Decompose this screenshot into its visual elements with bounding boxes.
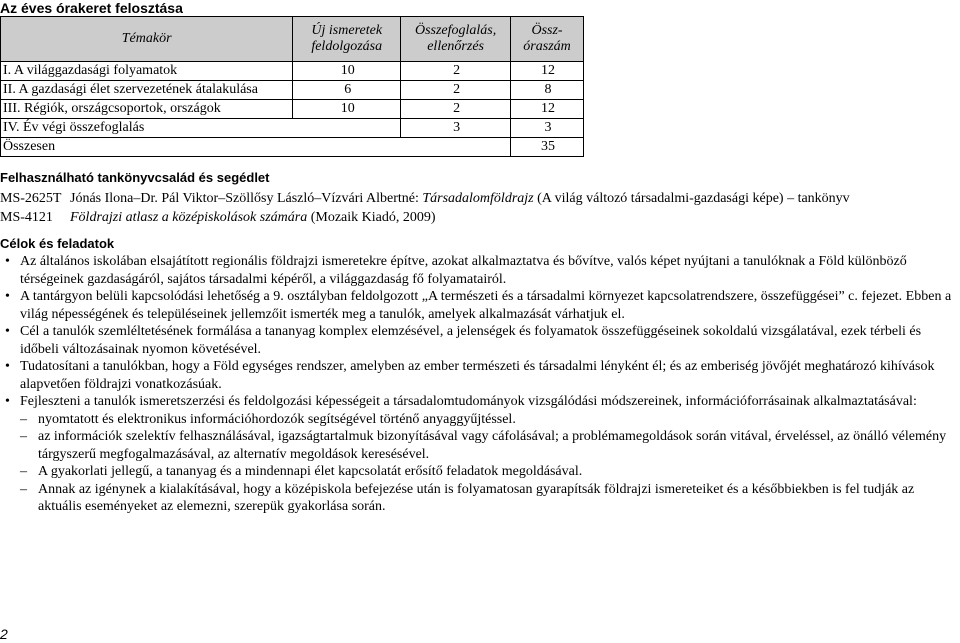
book-item bbox=[0, 190, 850, 208]
book-details: (A világ változó társadalmi-gazdasági képe) – tankönyv bbox=[533, 191, 850, 206]
book-title: Társadalomföldrajz bbox=[422, 191, 534, 206]
book-authors: Jónás Ilona–Dr. Pál Viktor–Szöllősy László–Vízvári Albertné: bbox=[70, 191, 423, 206]
header-summary: Összefoglalás, ellenőrzés bbox=[401, 17, 511, 62]
page-title: Az éves órakeret felosztása bbox=[0, 0, 183, 16]
goals-list bbox=[0, 253, 960, 516]
row-topic: II. A gazdasági élet szervezetének átalakulása bbox=[1, 81, 293, 100]
list-item bbox=[0, 393, 960, 516]
book-item bbox=[0, 209, 436, 227]
row-topic: III. Régiók, országcsoportok, országok bbox=[1, 100, 293, 119]
sub-list-item: – Annak az igénynek a kialakításával, hogy a középiskola befejezése után is folyamatosan gyarapítsák földrajzi ismereteiket és a későbbiekben is fel tudják az aktuális eseményeket az elemezni, szerepük gyakorlása során. bbox=[20, 481, 960, 516]
list-item: • Tudatosítani a tanulókban, hogy a Föld egységes rendszer, amelyben az ember természeti és társadalmi lényként él; és az emberiség jövőjét meghatározó kihívások alapvetően földrajzi vonatkozásúak. bbox=[0, 358, 960, 393]
row-summary: 2 bbox=[401, 62, 511, 81]
row-new: 10 bbox=[293, 100, 401, 119]
sub-list-item: – A gyakorlati jellegű, a tananyag és a mindennapi élet kapcsolatát erősítő feladatok megoldásával. bbox=[20, 463, 960, 481]
table-header-row bbox=[1, 17, 584, 62]
table-row bbox=[1, 119, 584, 138]
page-number: 2 bbox=[0, 626, 8, 642]
list-item-text: Fejleszteni a tanulók ismeretszerzési és feldolgozási képességeit a társadalomtudományok vizsgálódási módszereinek, információforrásainak alkalmaztatásával: bbox=[20, 394, 917, 409]
book-details: (Mozaik Kiadó, 2009) bbox=[307, 210, 436, 225]
table-row bbox=[1, 62, 584, 81]
row-new: 6 bbox=[293, 81, 401, 100]
book-code: MS-4121 bbox=[0, 210, 53, 225]
row-topic: Összesen bbox=[1, 138, 511, 157]
books-heading: Felhasználható tankönyvcsalád és segédlet bbox=[0, 170, 270, 185]
row-total: 35 bbox=[511, 138, 584, 157]
table-row bbox=[1, 100, 584, 119]
row-summary: 3 bbox=[401, 119, 511, 138]
row-topic: IV. Év végi összefoglalás bbox=[1, 119, 401, 138]
book-title: Földrajzi atlasz a középiskolások számára bbox=[70, 210, 308, 225]
list-item: • Cél a tanulók szemléltetésének formálása a tananyag komplex elemzésével, a jelenségek és folyamatok összefüggéseinek sokoldalú vizsgálatával, ezek térbeli és időbeli változásainak nyomon követésével. bbox=[0, 323, 960, 358]
list-item: • A tantárgyon belüli kapcsolódási lehetőség a 9. osztályban feldolgozott „A természeti és a társadalmi környezet kapcsolatrendszere, összefüggései” c. fejezet. Ebben a világ népességének és településeinek jellemzőit ismerték meg a tanulók, amelyek alkalmazását várhatjuk el. bbox=[0, 288, 960, 323]
sub-list-item: – az információk szelektív felhasználásával, igazságtartalmuk bizonyításával vagy cáfolásával; a problémamegoldások során vitával, érveléssel, az önálló vélemény tárgyszerű megfogalmazásával, az alternatív megoldások keresésével. bbox=[20, 428, 960, 463]
list-item: • Az általános iskolában elsajátított regionális földrajzi ismeretekre építve, azokat alkalmaztatva és bővítve, valós képet nyújtani a tanulóknak a Föld különböző térségeinek gazdaságáról, sajátos társadalmi képéről, a világgazdaság fő folyamatairól. bbox=[0, 253, 960, 288]
row-total: 12 bbox=[511, 100, 584, 119]
header-new-knowledge: Új ismeretek feldolgozása bbox=[293, 17, 401, 62]
goals-heading: Célok és feladatok bbox=[0, 236, 115, 251]
sub-list bbox=[20, 411, 960, 516]
row-summary: 2 bbox=[401, 81, 511, 100]
sub-list-item: – nyomtatott és elektronikus információhordozók segítségével történő anyaggyűjtéssel. bbox=[20, 411, 960, 429]
book-code: MS-2625T bbox=[0, 191, 62, 206]
row-total: 3 bbox=[511, 119, 584, 138]
hours-table bbox=[0, 16, 584, 157]
row-topic: I. A világgazdasági folyamatok bbox=[1, 62, 293, 81]
row-total: 12 bbox=[511, 62, 584, 81]
row-total: 8 bbox=[511, 81, 584, 100]
table-row-total bbox=[1, 138, 584, 157]
table-row bbox=[1, 81, 584, 100]
header-total-hours: Össz-óraszám bbox=[511, 17, 584, 62]
row-summary: 2 bbox=[401, 100, 511, 119]
row-new: 10 bbox=[293, 62, 401, 81]
header-topics: Témakör bbox=[1, 17, 293, 62]
